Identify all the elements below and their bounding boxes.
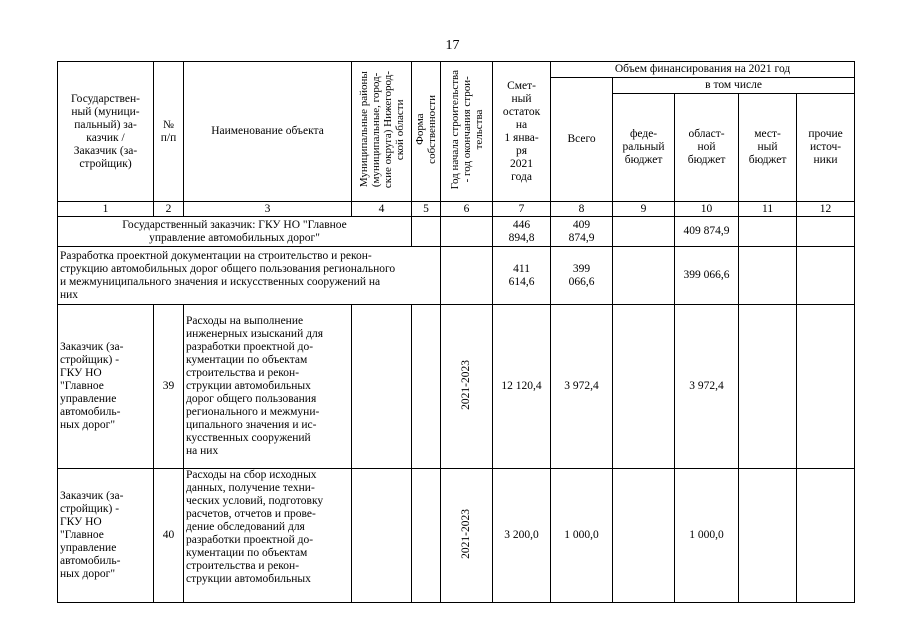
- colnum: 1: [58, 202, 154, 217]
- row-federal: [613, 305, 675, 469]
- summary-estimate: 411 614,6: [493, 247, 551, 305]
- empty-cell: [797, 217, 855, 247]
- row-object-name: Расходы на сбор исходных данных, получение техни- ческих условий, подготовку расчетов, отчетов и прове- дение обследований для разработки проектной до- кументации по объектам строительства и рекон- струкции автомобильных: [184, 469, 352, 603]
- header-estimate: Смет- ный остаток на 1 янва- ря 2021 года: [493, 62, 551, 202]
- header-customer: Государствен- ный (муници- пальный) за- казчик / Заказчик (за- стройщик): [58, 62, 154, 202]
- header-other: прочие источ- ники: [797, 94, 855, 202]
- row-total: 1 000,0: [551, 469, 613, 603]
- row-federal: [613, 469, 675, 603]
- empty-cell: [739, 247, 797, 305]
- table-row: [58, 305, 855, 469]
- header-including: в том числе: [613, 78, 855, 94]
- colnum: 2: [154, 202, 184, 217]
- empty-cell: [441, 247, 493, 305]
- header-total: Всего: [551, 78, 613, 202]
- empty-cell: [613, 247, 675, 305]
- colnum: 3: [184, 202, 352, 217]
- row-other: [797, 305, 855, 469]
- header-financing: Объем финансирования на 2021 год: [551, 62, 855, 78]
- summary-title: Разработка проектной документации на строительство и рекон- струкцию автомобильных дорог общего пользования регионального и межмуниципального значения и искусственных сооружений на них: [58, 247, 441, 305]
- table-row: [58, 469, 855, 603]
- row-years: 2021-2023: [441, 305, 493, 469]
- row-regional: 3 972,4: [675, 305, 739, 469]
- header-regional: област- ной бюджет: [675, 94, 739, 202]
- empty-cell: [613, 217, 675, 247]
- summary-row: [58, 247, 855, 305]
- row-ownership: [412, 305, 441, 469]
- row-object-name: Расходы на выполнение инженерных изысканий для разработки проектной до- кументации по объектам строительства и рекон- струкции автомобильных дорог общего пользования регионального и межмуни- ципального значения и ис- кусственных сооружений на них: [184, 305, 352, 469]
- row-local: [739, 305, 797, 469]
- header-object-name: Наименование объекта: [184, 62, 352, 202]
- colnum: 5: [412, 202, 441, 217]
- row-customer: Заказчик (за- стройщик) - ГКУ НО "Главное управление автомобиль- ных дорог": [58, 305, 154, 469]
- row-local: [739, 469, 797, 603]
- summary-total: 399 066,6: [551, 247, 613, 305]
- empty-cell: [441, 217, 493, 247]
- column-numbers-row: [58, 202, 855, 217]
- row-number: 40: [154, 469, 184, 603]
- summary-regional: 409 874,9: [675, 217, 739, 247]
- empty-cell: [739, 217, 797, 247]
- row-number: 39: [154, 305, 184, 469]
- header-federal: феде- ральный бюджет: [613, 94, 675, 202]
- colnum: 7: [493, 202, 551, 217]
- header-local: мест- ный бюджет: [739, 94, 797, 202]
- header-ownership: Форма собственности: [412, 62, 441, 202]
- page-number: 17: [445, 38, 460, 53]
- header-number: № п/п: [154, 62, 184, 202]
- header-districts: Муниципальные районы (муниципальные, город- ские округа) Нижегород- ской области: [352, 62, 412, 202]
- summary-row: [58, 217, 855, 247]
- summary-regional: 399 066,6: [675, 247, 739, 305]
- row-districts: [352, 469, 412, 603]
- row-districts: [352, 305, 412, 469]
- row-total: 3 972,4: [551, 305, 613, 469]
- summary-title: Государственный заказчик: ГКУ НО "Главное управление автомобильных дорог": [58, 217, 412, 247]
- colnum: 4: [352, 202, 412, 217]
- colnum: 10: [675, 202, 739, 217]
- row-ownership: [412, 469, 441, 603]
- row-other: [797, 469, 855, 603]
- summary-estimate: 446 894,8: [493, 217, 551, 247]
- row-estimate: 12 120,4: [493, 305, 551, 469]
- financing-table: [57, 61, 855, 603]
- colnum: 8: [551, 202, 613, 217]
- summary-total: 409 874,9: [551, 217, 613, 247]
- row-years: 2021-2023: [441, 469, 493, 603]
- empty-cell: [412, 217, 441, 247]
- empty-cell: [797, 247, 855, 305]
- row-customer: Заказчик (за- стройщик) - ГКУ НО "Главное управление автомобиль- ных дорог": [58, 469, 154, 603]
- header-years: Год начала строительства - год окончания строи- тельства: [441, 62, 493, 202]
- colnum: 11: [739, 202, 797, 217]
- row-estimate: 3 200,0: [493, 469, 551, 603]
- colnum: 9: [613, 202, 675, 217]
- row-regional: 1 000,0: [675, 469, 739, 603]
- colnum: 6: [441, 202, 493, 217]
- colnum: 12: [797, 202, 855, 217]
